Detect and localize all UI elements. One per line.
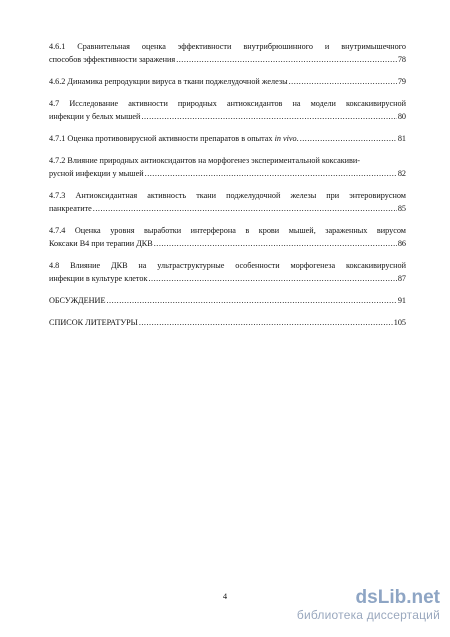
toc-word: на (138, 261, 147, 270)
toc-entry (49, 154, 406, 180)
toc-page-number: 86 (397, 239, 406, 248)
toc-word: при (326, 191, 340, 200)
toc-word: Исследование (69, 99, 119, 108)
toc-word: ткани (196, 191, 217, 200)
toc-word: крови (258, 226, 280, 235)
toc-word: особенности (235, 261, 280, 270)
toc-line-last (49, 110, 406, 123)
toc-line-justified (49, 224, 406, 237)
toc-page-number: 80 (397, 112, 406, 121)
toc-line-full (49, 154, 406, 167)
toc-word: и (324, 42, 330, 51)
toc-word: оценка (141, 42, 166, 51)
toc-word: зараженных (325, 226, 368, 235)
toc-word: модели (310, 99, 336, 108)
toc-line-last (49, 316, 406, 329)
watermark-brand-main: dsLib (355, 587, 407, 608)
toc-line-justified (49, 259, 406, 272)
table-of-contents (49, 40, 406, 338)
toc-leader-dots (154, 237, 397, 250)
italic-term: in vivo (274, 134, 297, 143)
toc-entry (49, 189, 406, 215)
toc-leader-dots (106, 294, 396, 307)
page-number: 4 (222, 591, 228, 601)
toc-entry-title: панкреатите (49, 204, 92, 213)
toc-line-last (49, 237, 406, 250)
toc-entry-title: способов эффективности заражения (49, 55, 176, 64)
toc-line-justified (49, 40, 406, 53)
toc-word: Сравнительная (77, 42, 130, 51)
toc-word: антиоксидантов (226, 99, 283, 108)
toc-entry (49, 294, 406, 307)
toc-line-last (49, 272, 406, 285)
toc-entry (49, 75, 406, 88)
toc-line-last (49, 202, 406, 215)
toc-word: поджелудочной (226, 191, 281, 200)
toc-word: активность (147, 191, 187, 200)
toc-entry-title: русной инфекции у мышей (49, 169, 144, 178)
toc-word: Оценка (74, 226, 101, 235)
toc-word: эффективности (177, 42, 232, 51)
toc-leader-dots (141, 110, 396, 123)
toc-page-number: 79 (397, 77, 406, 86)
toc-word: 4.8 (49, 261, 60, 270)
toc-leader-dots (176, 53, 397, 66)
toc-line-last (49, 132, 406, 145)
toc-entry (49, 97, 406, 123)
toc-word: внутримышечного (341, 42, 406, 51)
toc-page-number: 82 (397, 169, 406, 178)
toc-word: морфогенеза (290, 261, 336, 270)
toc-word: ультраструктурные (157, 261, 225, 270)
toc-entry-title: инфекции в культуре клеток (49, 274, 148, 283)
toc-word: энтеровирусном (349, 191, 406, 200)
toc-word: ДКВ (111, 261, 128, 270)
toc-page-number: 91 (397, 296, 406, 305)
toc-leader-dots (139, 316, 393, 329)
toc-entry-title: 4.7.1 Оценка противовирусной активности препаратов в опытах in vivo. (49, 134, 299, 143)
toc-word: Антиоксидантная (75, 191, 138, 200)
toc-word: коксакивирусной (346, 99, 406, 108)
toc-entry-title: инфекции у белых мышей (49, 112, 141, 121)
toc-entry-title: Коксаки В4 при терапии ДКВ (49, 239, 153, 248)
toc-entry (49, 224, 406, 250)
toc-leader-dots (145, 167, 397, 180)
watermark-subtitle: библиотека диссертаций (296, 608, 440, 622)
toc-word: интерферона (190, 226, 236, 235)
toc-entry-title: 4.6.2 Динамика репродукции вируса в ткани поджелудочной железы (49, 77, 288, 86)
toc-line-justified (49, 97, 406, 110)
toc-word: железы (290, 191, 317, 200)
toc-word: 4.6.1 (49, 42, 66, 51)
toc-word: на (292, 99, 301, 108)
toc-entry (49, 316, 406, 329)
toc-word: уровня (110, 226, 135, 235)
toc-word: природных (177, 99, 217, 108)
watermark-logo[interactable] (297, 588, 440, 622)
toc-word: внутрибрюшинного (243, 42, 313, 51)
toc-line-last (49, 294, 406, 307)
toc-word: вирусом (376, 226, 406, 235)
toc-entry-title: СПИСОК ЛИТЕРАТУРЫ (49, 318, 138, 327)
toc-word: активности (128, 99, 168, 108)
toc-word: коксакивирусной (345, 261, 406, 270)
toc-leader-dots (148, 272, 396, 285)
toc-line-justified (49, 189, 406, 202)
toc-entry (49, 40, 406, 66)
toc-leader-dots (300, 132, 397, 145)
toc-word: Влияние (70, 261, 101, 270)
toc-leader-dots (93, 202, 397, 215)
toc-line-last (49, 167, 406, 180)
toc-word: выработки (143, 226, 182, 235)
toc-leader-dots (289, 75, 397, 88)
toc-word: мышей, (288, 226, 316, 235)
toc-entry-title: 4.7.2 Влияние природных антиоксидантов на морфогенез экспериментальной коксакиви- (49, 156, 361, 165)
toc-page-number: 105 (393, 318, 406, 327)
toc-word: 4.7.3 (49, 191, 66, 200)
toc-page-number: 78 (397, 55, 406, 64)
toc-line-last (49, 53, 406, 66)
toc-entry (49, 132, 406, 145)
toc-page-number: 85 (397, 204, 406, 213)
toc-word: 4.7 (49, 99, 60, 108)
watermark-brand (297, 588, 440, 608)
toc-page-number: 81 (397, 134, 406, 143)
toc-line-last (49, 75, 406, 88)
toc-entry-title: ОБСУЖДЕНИЕ (49, 296, 106, 305)
toc-word: в (245, 226, 250, 235)
toc-word: 4.7.4 (49, 226, 66, 235)
toc-page-number: 87 (397, 274, 406, 283)
toc-entry (49, 259, 406, 285)
watermark-brand-tld: .net (406, 587, 440, 608)
